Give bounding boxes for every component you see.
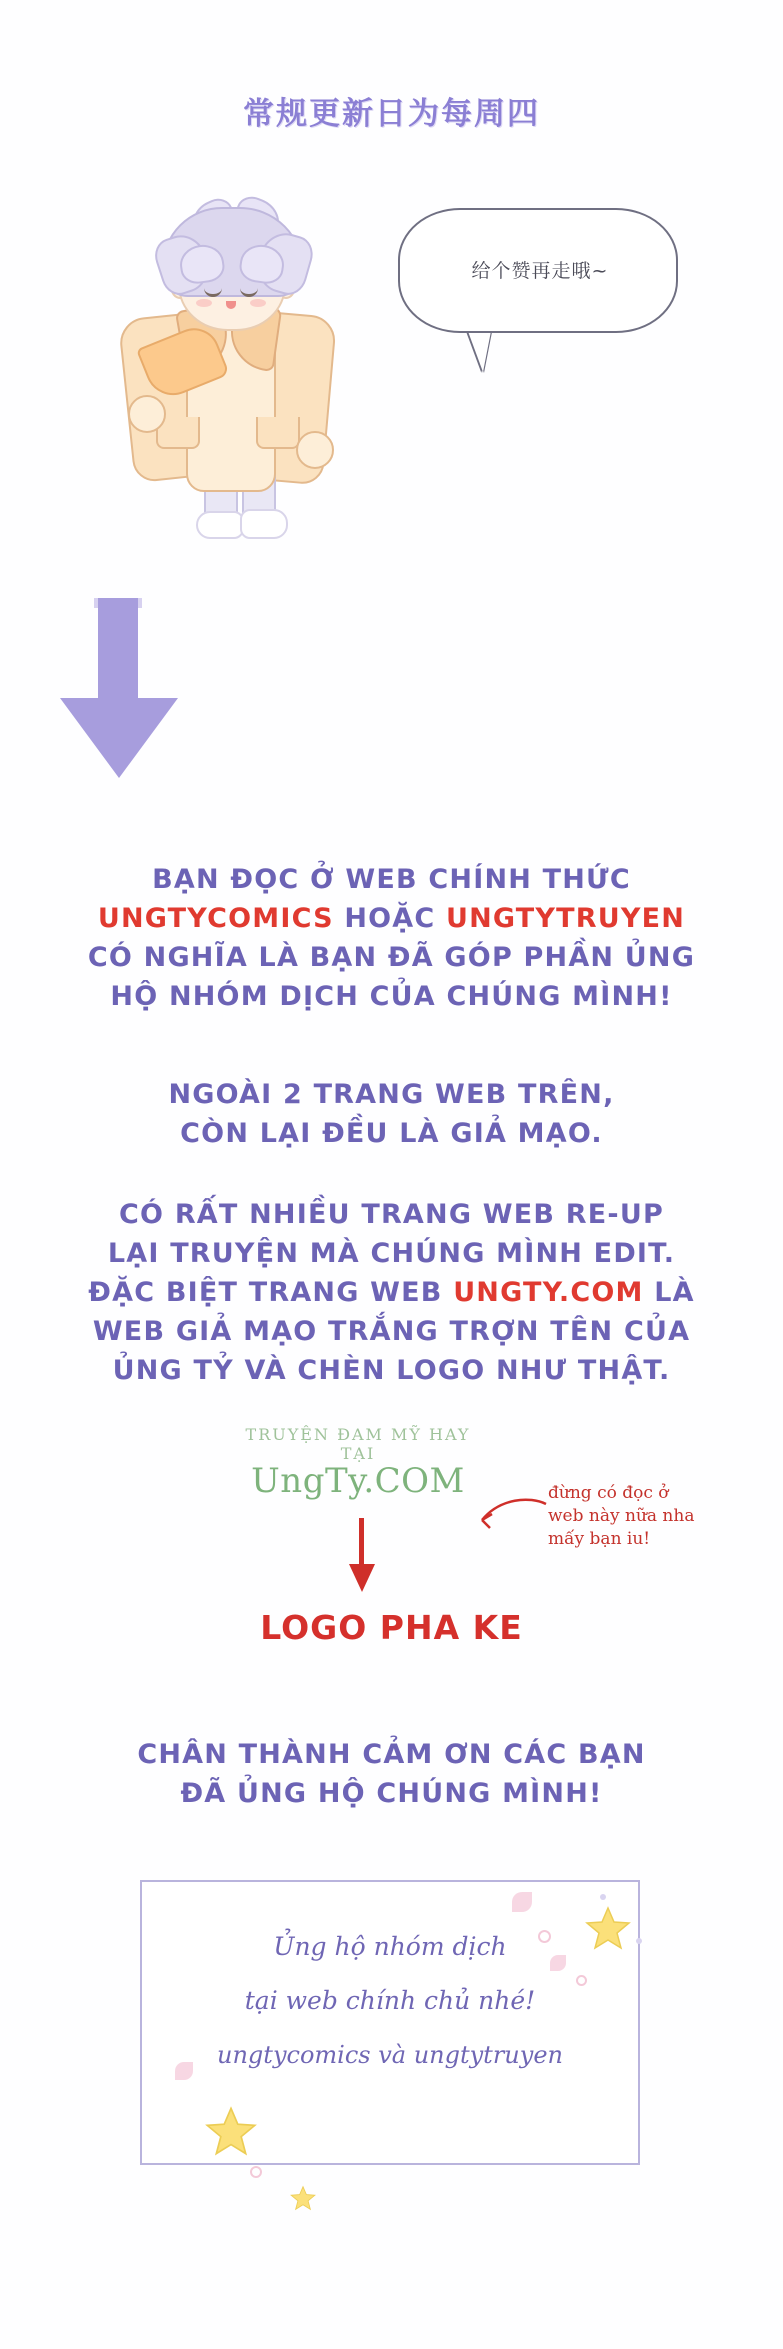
sleeve-hand-right — [296, 431, 334, 469]
message-block-reup-warning — [0, 1195, 783, 1390]
red-arrow-stem — [359, 1518, 364, 1570]
site-name-ungtycomics: UNGTYCOMICS — [97, 903, 334, 934]
handwritten-line: mấy bạn iu! — [548, 1529, 651, 1549]
sleeve-hand-left — [128, 395, 166, 433]
message-line: ĐÃ ỦNG HỘ CHÚNG MÌNH! — [180, 1778, 603, 1809]
fake-logo-sample — [243, 1425, 473, 1501]
message-line-prefix: ĐẶC BIỆT TRANG WEB — [88, 1277, 454, 1308]
fake-logo-name: UngTy.COM — [251, 1461, 465, 1501]
message-block-thanks — [0, 1735, 783, 1813]
message-block-other-sites-fake — [0, 1075, 783, 1153]
message-line: CHÂN THÀNH CẢM ƠN CÁC BẠN — [137, 1739, 646, 1770]
message-line: CÓ NGHĨA LÀ BẠN ĐÃ GÓP PHẦN ỦNG — [87, 942, 696, 973]
down-arrow-icon — [60, 598, 178, 778]
blush-right — [250, 299, 266, 307]
message-line: HỘ NHÓM DỊCH CỦA CHÚNG MÌNH! — [110, 981, 673, 1012]
message-line-suffix: LÀ — [643, 1277, 695, 1308]
speech-bubble — [398, 208, 678, 333]
message-line: WEB GIẢ MẠO TRẮNG TRỢN TÊN CỦA — [92, 1316, 691, 1347]
red-down-arrow-icon — [349, 1518, 375, 1592]
conjunction-hoac: HOẶC — [333, 903, 446, 934]
flower-icon — [550, 1955, 566, 1971]
blush-left — [196, 299, 212, 307]
message-line: NGOÀI 2 TRANG WEB TRÊN, — [168, 1079, 615, 1110]
support-note — [140, 1920, 640, 2082]
page-title: 常规更新日为每周四 — [243, 96, 540, 132]
handwritten-warning-note — [548, 1482, 738, 1551]
fake-site-name: UNGTY.COM — [453, 1277, 644, 1308]
message-line: BẠN ĐỌC Ở WEB CHÍNH THỨC — [152, 864, 631, 895]
support-note-line: Ủng hộ nhóm dịch — [273, 1932, 507, 1961]
site-name-ungtytruyen: UNGTYTRUYEN — [446, 903, 686, 934]
message-line: ỦNG TỶ VÀ CHÈN LOGO NHƯ THẬT. — [112, 1355, 671, 1386]
message-line: CÒN LẠI ĐỀU LÀ GIẢ MẠO. — [180, 1118, 603, 1149]
star-icon — [205, 2105, 257, 2157]
dot-decoration — [250, 2166, 262, 2178]
dot-decoration — [538, 1930, 551, 1943]
arrow-stem — [98, 598, 138, 706]
message-line — [0, 1273, 783, 1312]
coat-pocket-right — [256, 417, 300, 449]
shoe-right-shape — [240, 509, 288, 539]
curved-arrow-icon — [470, 1490, 550, 1546]
message-line: CÓ RẤT NHIỀU TRANG WEB RE-UP — [119, 1199, 664, 1230]
fake-logo-caption: LOGO PHA KE — [260, 1608, 523, 1647]
fake-logo-tagline: TRUYỆN ĐAM MỸ HAY TẠI — [245, 1425, 471, 1463]
shoe-left-shape — [196, 511, 244, 539]
handwritten-line: đừng có đọc ở — [548, 1483, 669, 1503]
handwritten-line: web này nữa nha — [548, 1506, 695, 1526]
message-line — [0, 899, 783, 938]
chibi-character-illustration — [100, 195, 360, 495]
message-block-official-sites — [0, 860, 783, 1016]
speech-bubble-text: 给个赞再走哦~ — [471, 260, 609, 282]
support-note-sites: ungtycomics và ungtytruyen — [217, 2041, 563, 2069]
arrow-head — [60, 698, 178, 778]
dot-decoration — [636, 1938, 642, 1944]
flower-icon — [175, 2062, 193, 2080]
star-icon — [585, 1905, 631, 1951]
message-line: LẠI TRUYỆN MÀ CHÚNG MÌNH EDIT. — [107, 1238, 676, 1269]
flower-icon — [512, 1892, 532, 1912]
red-arrow-head — [349, 1564, 375, 1592]
dot-decoration — [576, 1975, 587, 1986]
dot-decoration — [600, 1894, 606, 1900]
support-note-line: tại web chính chủ nhé! — [244, 1986, 536, 2015]
star-icon — [290, 2185, 316, 2211]
